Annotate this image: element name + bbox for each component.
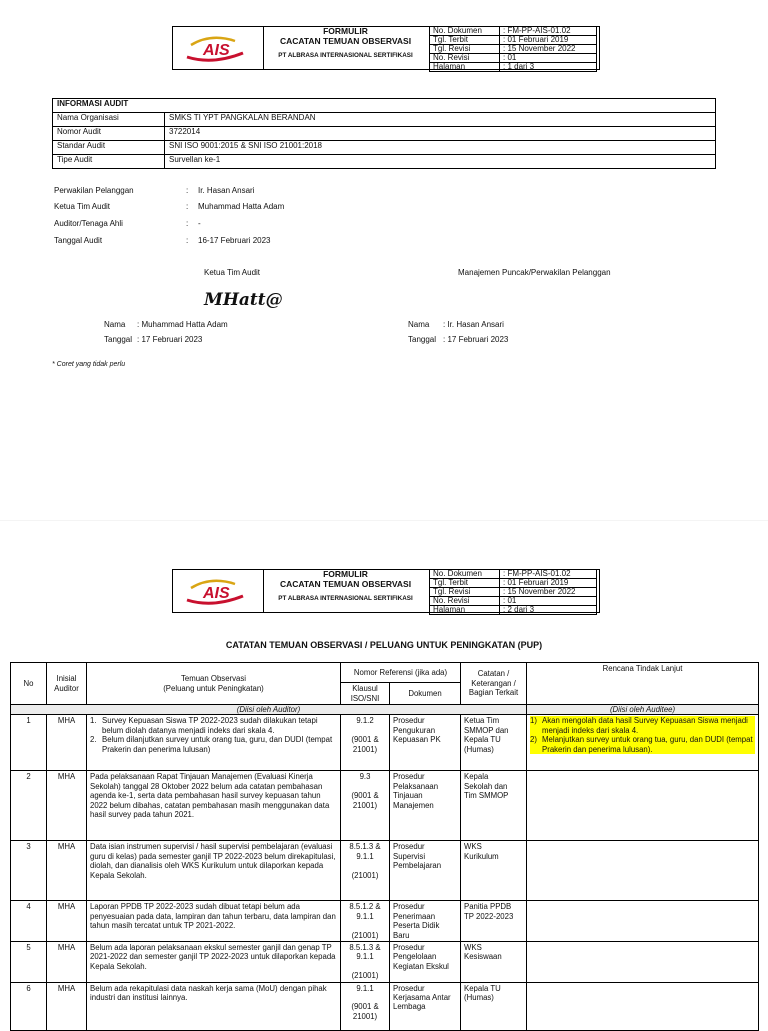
left-signer-name: : Muhammad Hatta Adam — [137, 320, 228, 329]
audit-info-row: Standar Audit SNI ISO 9001:2015 & SNI ISO 21001:2018 — [53, 141, 716, 155]
col-klausul: Klausul ISO/SNI — [341, 683, 390, 705]
document-header — [172, 569, 600, 613]
finding-klausul: 9.1.2 (9001 & 21001) — [341, 715, 390, 771]
finding-temuan: Pada pelaksanaan Rapat Tinjauan Manajemen (Evaluasi Kinerja Sekolah) tanggal 28 Oktober 2022 belum ada catatan pembahasan agenda ke-1, serta data pembahasan hasil survey kepuasan tahun 2022 belum dibahas, catatan pembahasan masih menggunakan data hasil survey pada tahun 2021. — [87, 771, 341, 841]
finding-klausul: 9.1.1 (9001 & 21001) — [341, 982, 390, 1030]
finding-temuan: Belum ada laporan pelaksanaan ekskul semester ganjil dan genap TP 2021-2022 dan semester ganjil TP 2022-2023 untuk dilaporkan kepada Kepala Sekolah. — [87, 942, 341, 983]
finding-catatan: WKS Kurikulum — [461, 841, 527, 901]
finding-catatan: Kepala Sekolah dan Tim SMMOP — [461, 771, 527, 841]
col-temuan: Temuan Observasi (Peluang untuk Peningkatan) — [87, 663, 341, 705]
finding-no: 6 — [11, 982, 47, 1030]
company-name: PT ALBRASA INTERNASIONAL SERTIFIKASI — [278, 595, 413, 602]
finding-inisial: MHA — [47, 715, 87, 771]
finding-row — [11, 982, 759, 1030]
form-subtitle: CACATAN TEMUAN OBSERVASI — [279, 36, 412, 46]
finding-catatan: WKS Kesiswaan — [461, 942, 527, 983]
document-header — [172, 26, 600, 70]
finding-row — [11, 715, 759, 771]
finding-catatan: Kepala TU (Humas) — [461, 982, 527, 1030]
finding-row — [11, 771, 759, 841]
form-title: FORMULIR — [323, 26, 368, 36]
finding-no: 2 — [11, 771, 47, 841]
finding-temuan: Belum ada rekapitulasi data naskah kerja sama (MoU) dengan pihak industri dan institusi lainnya. — [87, 982, 341, 1030]
finding-rencana — [527, 942, 759, 983]
finding-dokumen: Prosedur Supervisi Pembelajaran — [390, 841, 461, 901]
col-catatan: Catatan / Keterangan / Bagian Terkait — [461, 663, 527, 705]
diisi-auditee-label: (Diisi oleh Auditee) — [527, 705, 759, 715]
form-title: FORMULIR — [323, 569, 368, 579]
finding-dokumen: Prosedur Pelaksanaan Tinjauan Manajemen — [390, 771, 461, 841]
signature-left-title: Ketua Tim Audit — [204, 268, 261, 277]
signature-right-title: Manajemen Puncak/Perwakilan Pelanggan — [458, 268, 611, 277]
finding-inisial: MHA — [47, 982, 87, 1030]
form-subtitle: CACATAN TEMUAN OBSERVASI — [279, 579, 412, 589]
finding-row — [11, 841, 759, 901]
finding-klausul: 9.3 (9001 & 21001) — [341, 771, 390, 841]
company-name: PT ALBRASA INTERNASIONAL SERTIFIKASI — [278, 52, 413, 59]
audit-info-heading: INFORMASI AUDIT — [53, 99, 716, 113]
finding-rencana — [527, 901, 759, 942]
participant-value: 16-17 Februari 2023 — [198, 236, 271, 245]
audit-info-table — [52, 98, 716, 169]
finding-catatan: Ketua Tim SMMOP dan Kepala TU (Humas) — [461, 715, 527, 771]
finding-inisial: MHA — [47, 901, 87, 942]
audit-info-row: Tipe Audit Survellan ke-1 — [53, 155, 716, 169]
finding-temuan: Data isian instrumen supervisi / hasil supervisi pembelajaran (evaluasi guru di kelas) pada semester ganjil TP 2022-2023 belum direkapitulasi, diolah, dan dianalisis oleh WKS Kurikulum untuk dilaporkan kepada Kepala Sekolah. — [87, 841, 341, 901]
finding-no: 5 — [11, 942, 47, 983]
finding-rencana: 1) Akan mengolah data hasil Survey Kepuasan Siswa menjadi menjadi indeks dari skala 4. 2) Melanjutkan survey untuk orang tua, guru, dan DUDI (tempat Prakerin dan penerima lulusan). — [527, 715, 759, 771]
handwritten-signature: MHatt@ — [204, 290, 283, 310]
right-signer-date: : 17 Februari 2023 — [443, 335, 509, 344]
finding-catatan: Panitia PPDB TP 2022-2023 — [461, 901, 527, 942]
finding-inisial: MHA — [47, 771, 87, 841]
ais-logo — [173, 570, 264, 612]
findings-title: CATATAN TEMUAN OBSERVASI / PELUANG UNTUK PENINGKATAN (PUP) — [225, 640, 543, 650]
finding-dokumen: Prosedur Pengukuran Kepuasan PK — [390, 715, 461, 771]
participant-label: Auditor/Tenaga Ahli — [54, 219, 123, 228]
finding-rencana — [527, 841, 759, 901]
finding-no: 3 — [11, 841, 47, 901]
participant-value: Ir. Hasan Ansari — [198, 186, 255, 195]
page-break — [0, 520, 768, 521]
logo-text: AIS — [203, 585, 230, 602]
audit-info-row: Nomor Audit 3722014 — [53, 127, 716, 141]
finding-dokumen: Prosedur Penerimaan Peserta Didik Baru — [390, 901, 461, 942]
participant-value: Muhammad Hatta Adam — [198, 202, 285, 211]
finding-inisial: MHA — [47, 942, 87, 983]
diisi-auditor-label: (Diisi oleh Auditor) — [11, 705, 527, 715]
participant-label: Ketua Tim Audit — [54, 202, 111, 211]
ais-logo — [173, 27, 264, 69]
audit-info-row: Nama Organisasi SMKS TI YPT PANGKALAN BERANDAN — [53, 113, 716, 127]
finding-no: 4 — [11, 901, 47, 942]
col-rencana: Rencana Tindak Lanjut — [527, 663, 759, 705]
finding-klausul: 8.5.1.2 & 9.1.1 (21001) — [341, 901, 390, 942]
document-control-table: No. Dokumen : FM-PP-AIS-01.02 Tgl. Terbit : 01 Februari 2019 Tgl. Revisi : 15 November 2022 No. Revisi : 01 Halaman : 1 dari 3 — [429, 26, 597, 72]
col-no: No — [11, 663, 47, 705]
finding-inisial: MHA — [47, 841, 87, 901]
logo-text: AIS — [203, 42, 230, 59]
finding-dokumen: Prosedur Kerjasama Antar Lembaga — [390, 982, 461, 1030]
finding-row — [11, 901, 759, 942]
finding-temuan: Laporan PPDB TP 2022-2023 sudah dibuat tetapi belum ada penyesuaian pada data, lampiran dan tahun terbaru, data lampiran dan tahun masih tercatat untuk TP 2021-2022. — [87, 901, 341, 942]
finding-klausul: 8.5.1.3 & 9.1.1 (21001) — [341, 841, 390, 901]
finding-dokumen: Prosedur Pengelolaan Kegiatan Ekskul — [390, 942, 461, 983]
footnote: * Coret yang tidak perlu — [52, 361, 126, 368]
document-control-table: No. Dokumen : FM-PP-AIS-01.02 Tgl. Terbit : 01 Februari 2019 Tgl. Revisi : 15 November 2022 No. Revisi : 01 Halaman : 2 dari 3 — [429, 569, 597, 615]
col-dokumen: Dokumen — [390, 683, 461, 705]
findings-table — [10, 662, 759, 1031]
participant-value: - — [198, 219, 201, 228]
finding-rencana — [527, 982, 759, 1030]
finding-row — [11, 942, 759, 983]
participant-label: Perwakilan Pelanggan — [54, 186, 134, 195]
participant-label: Tanggal Audit — [54, 236, 103, 245]
right-signer-name: : Ir. Hasan Ansari — [443, 320, 504, 329]
col-inisial: Inisial Auditor — [47, 663, 87, 705]
finding-rencana — [527, 771, 759, 841]
finding-klausul: 8.5.1.3 & 9.1.1 (21001) — [341, 942, 390, 983]
left-signer-date: : 17 Februari 2023 — [137, 335, 203, 344]
finding-temuan: 1. Survey Kepuasan Siswa TP 2022-2023 sudah dilakukan tetapi belum diolah datanya menjadi indeks dari skala 4. 2. Belum dilanjutkan survey untuk orang tua, guru, dan DUDI (tempat Prakerin dan penerima lulusan) — [87, 715, 341, 771]
finding-no: 1 — [11, 715, 47, 771]
col-nomor-ref: Nomor Referensi (jika ada) — [341, 663, 461, 683]
